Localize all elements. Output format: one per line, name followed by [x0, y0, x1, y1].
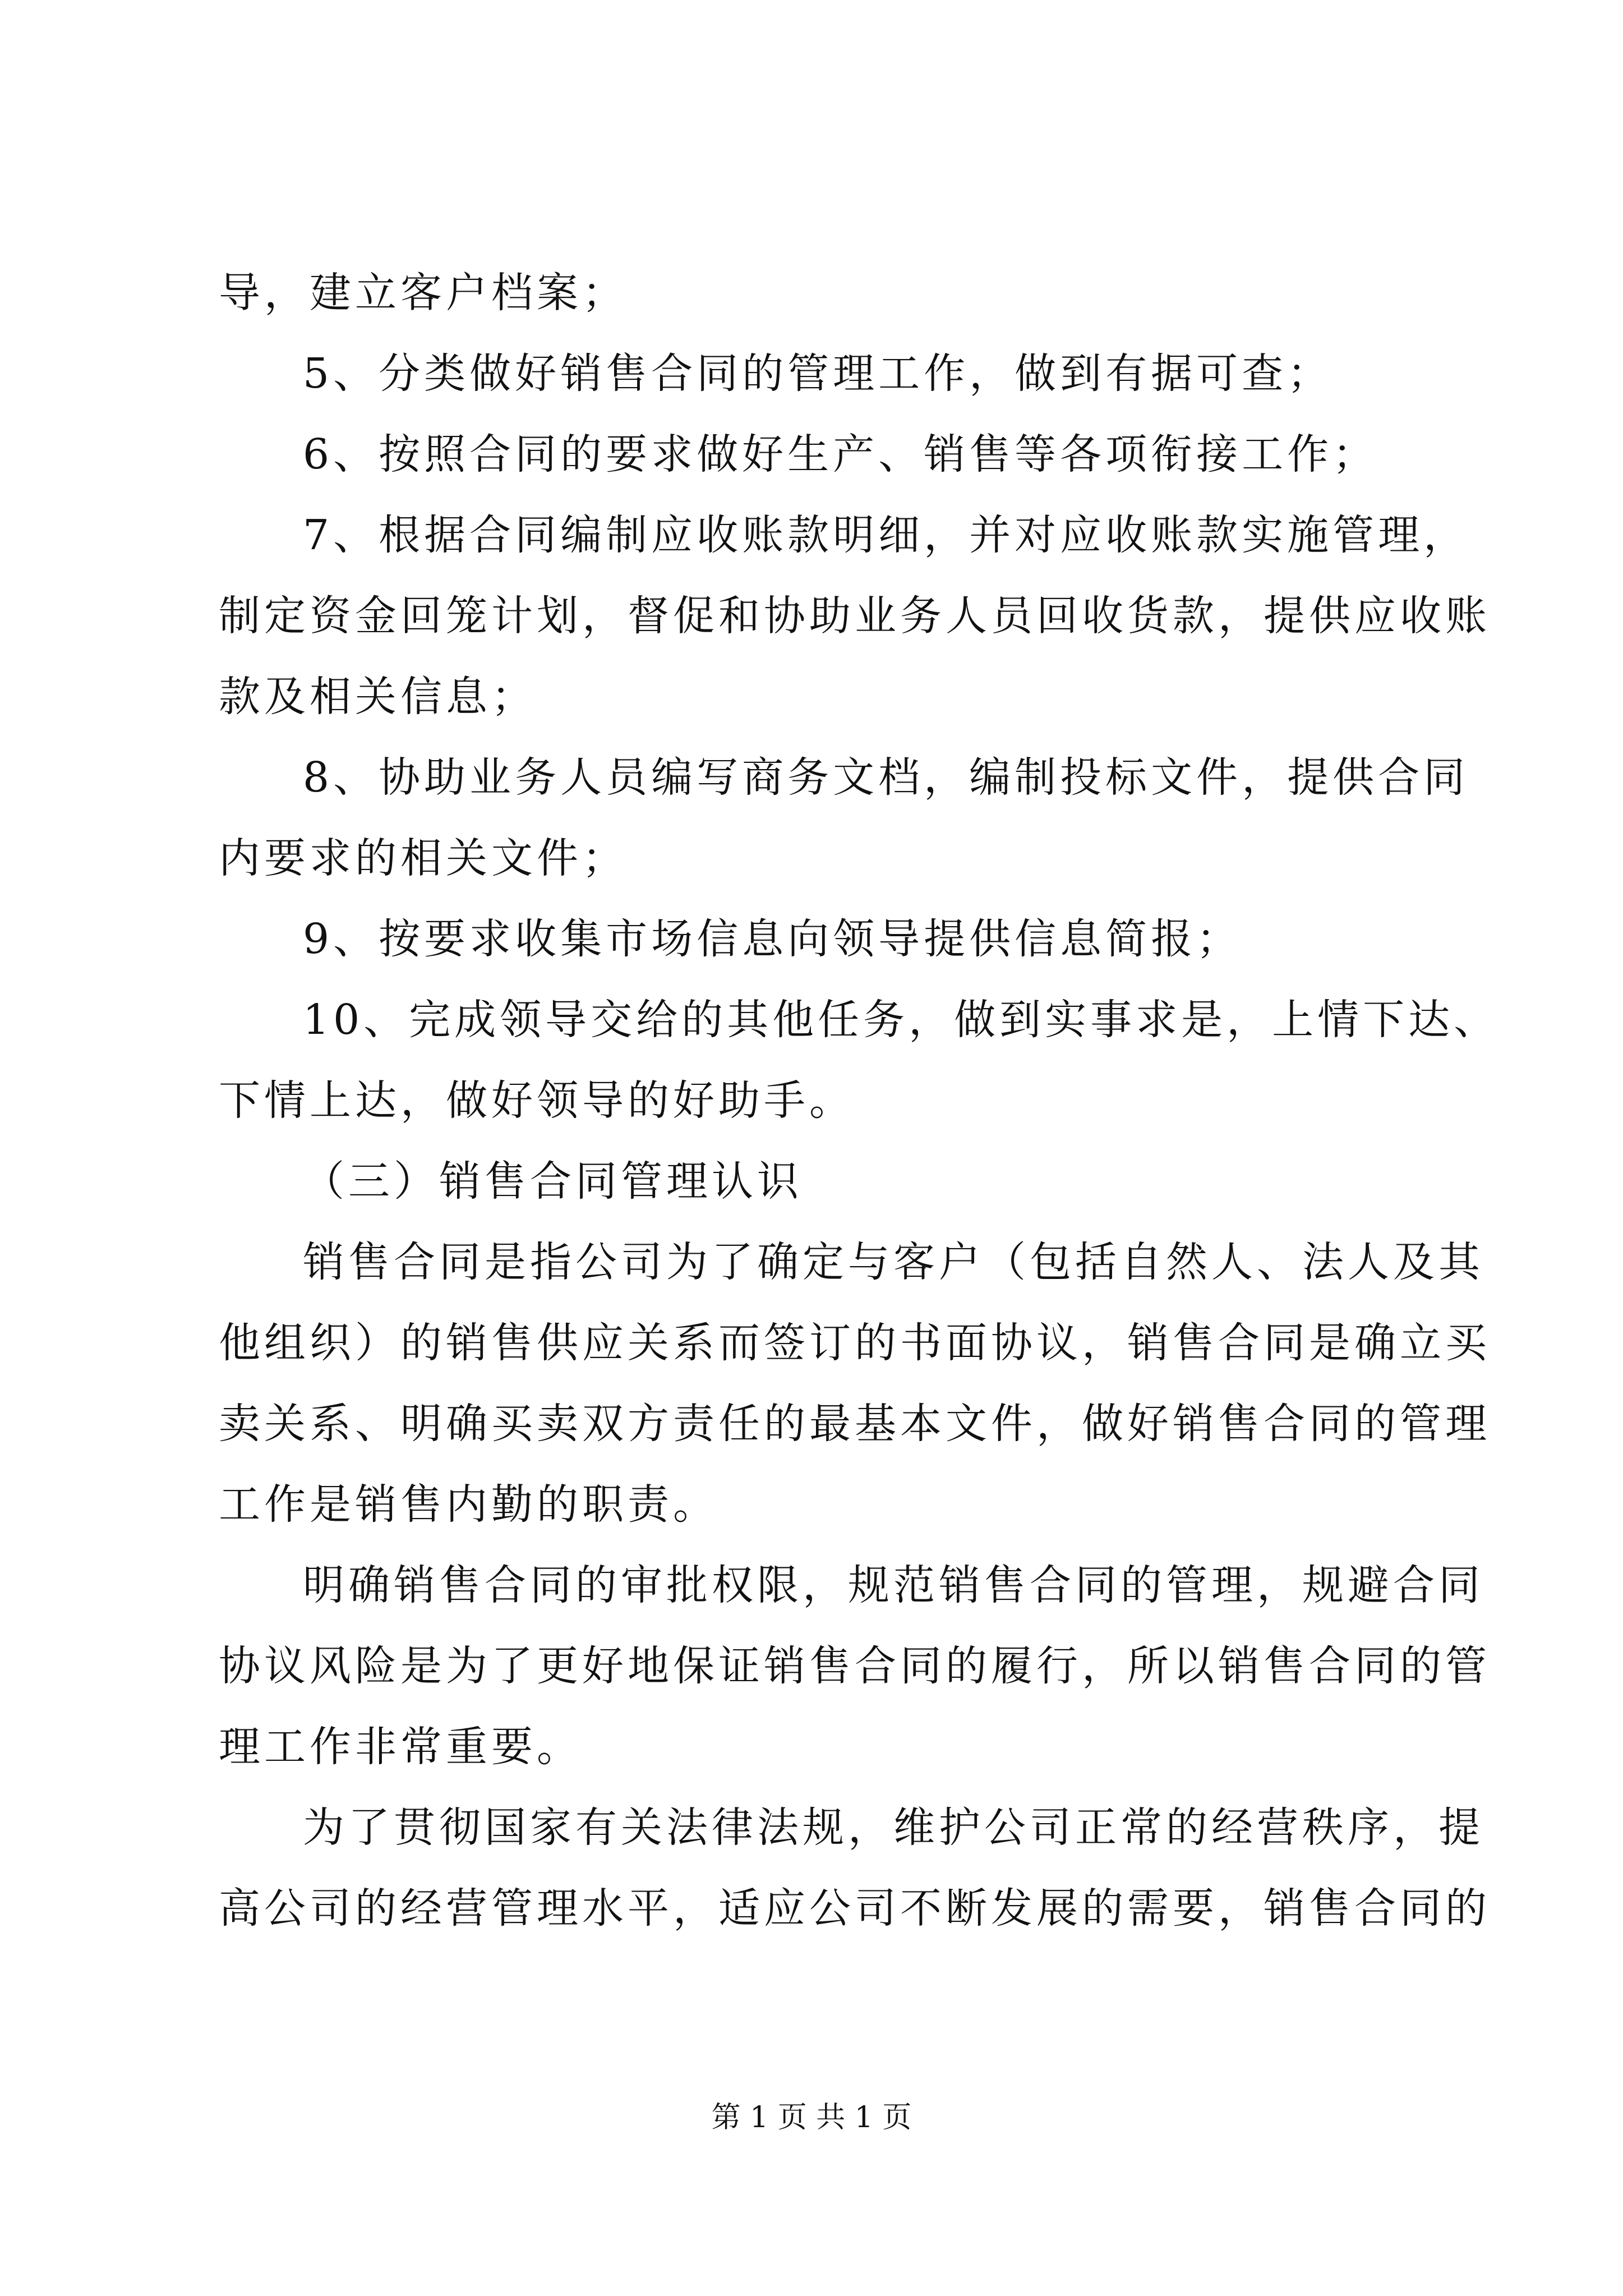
document-body — [219, 252, 1500, 1949]
list-item-10-line-1: 10、完成领导交给的其他任务，做到实事求是，上情下达、 — [303, 996, 1500, 1044]
list-item-5: 5、分类做好销售合同的管理工作，做到有据可查； — [303, 349, 1333, 398]
list-item-7-line-1: 7、根据合同编制应收账款明细，并对应收账款实施管理， — [303, 511, 1469, 559]
paragraph-1-line-1: 销售合同是指公司为了确定与客户（包括自然人、法人及其 — [303, 1238, 1484, 1286]
paragraph-1-line-2: 他组织）的销售供应关系而签订的书面协议，销售合同是确立买 — [219, 1319, 1491, 1367]
list-item-8-line-1: 8、协助业务人员编写商务文档，编制投标文件，提供合同 — [303, 753, 1469, 802]
list-item-7-line-3: 款及相关信息； — [219, 673, 537, 721]
list-item-8-line-2: 内要求的相关文件； — [219, 834, 628, 882]
page-footer: 第 1 页 共 1 页 — [711, 2101, 912, 2134]
text-line-1: 导，建立客户档案； — [219, 269, 628, 317]
paragraph-3-line-1: 为了贯彻国家有关法律法规，维护公司正常的经营秩序，提 — [303, 1803, 1484, 1852]
list-item-10-line-2: 下情上达，做好领导的好助手。 — [219, 1076, 855, 1125]
paragraph-1-line-3: 卖关系、明确买卖双方责任的最基本文件，做好销售合同的管理 — [219, 1400, 1491, 1448]
list-item-6: 6、按照合同的要求做好生产、销售等各项衔接工作； — [303, 430, 1378, 478]
paragraph-1-line-4: 工作是销售内勤的职责。 — [219, 1480, 718, 1529]
paragraph-2-line-3: 理工作非常重要。 — [219, 1723, 582, 1771]
paragraph-2-line-1: 明确销售合同的审批权限，规范销售合同的管理，规避合同 — [303, 1561, 1484, 1609]
list-item-9: 9、按要求收集市场信息向领导提供信息简报； — [303, 915, 1242, 963]
section-heading: （三）销售合同管理认识 — [303, 1157, 803, 1205]
list-item-7-line-2: 制定资金回笼计划，督促和协助业务人员回收货款，提供应收账 — [219, 592, 1491, 640]
paragraph-3-line-2: 高公司的经营管理水平，适应公司不断发展的需要，销售合同的 — [219, 1884, 1491, 1932]
paragraph-2-line-2: 协议风险是为了更好地保证销售合同的履行，所以销售合同的管 — [219, 1642, 1491, 1690]
